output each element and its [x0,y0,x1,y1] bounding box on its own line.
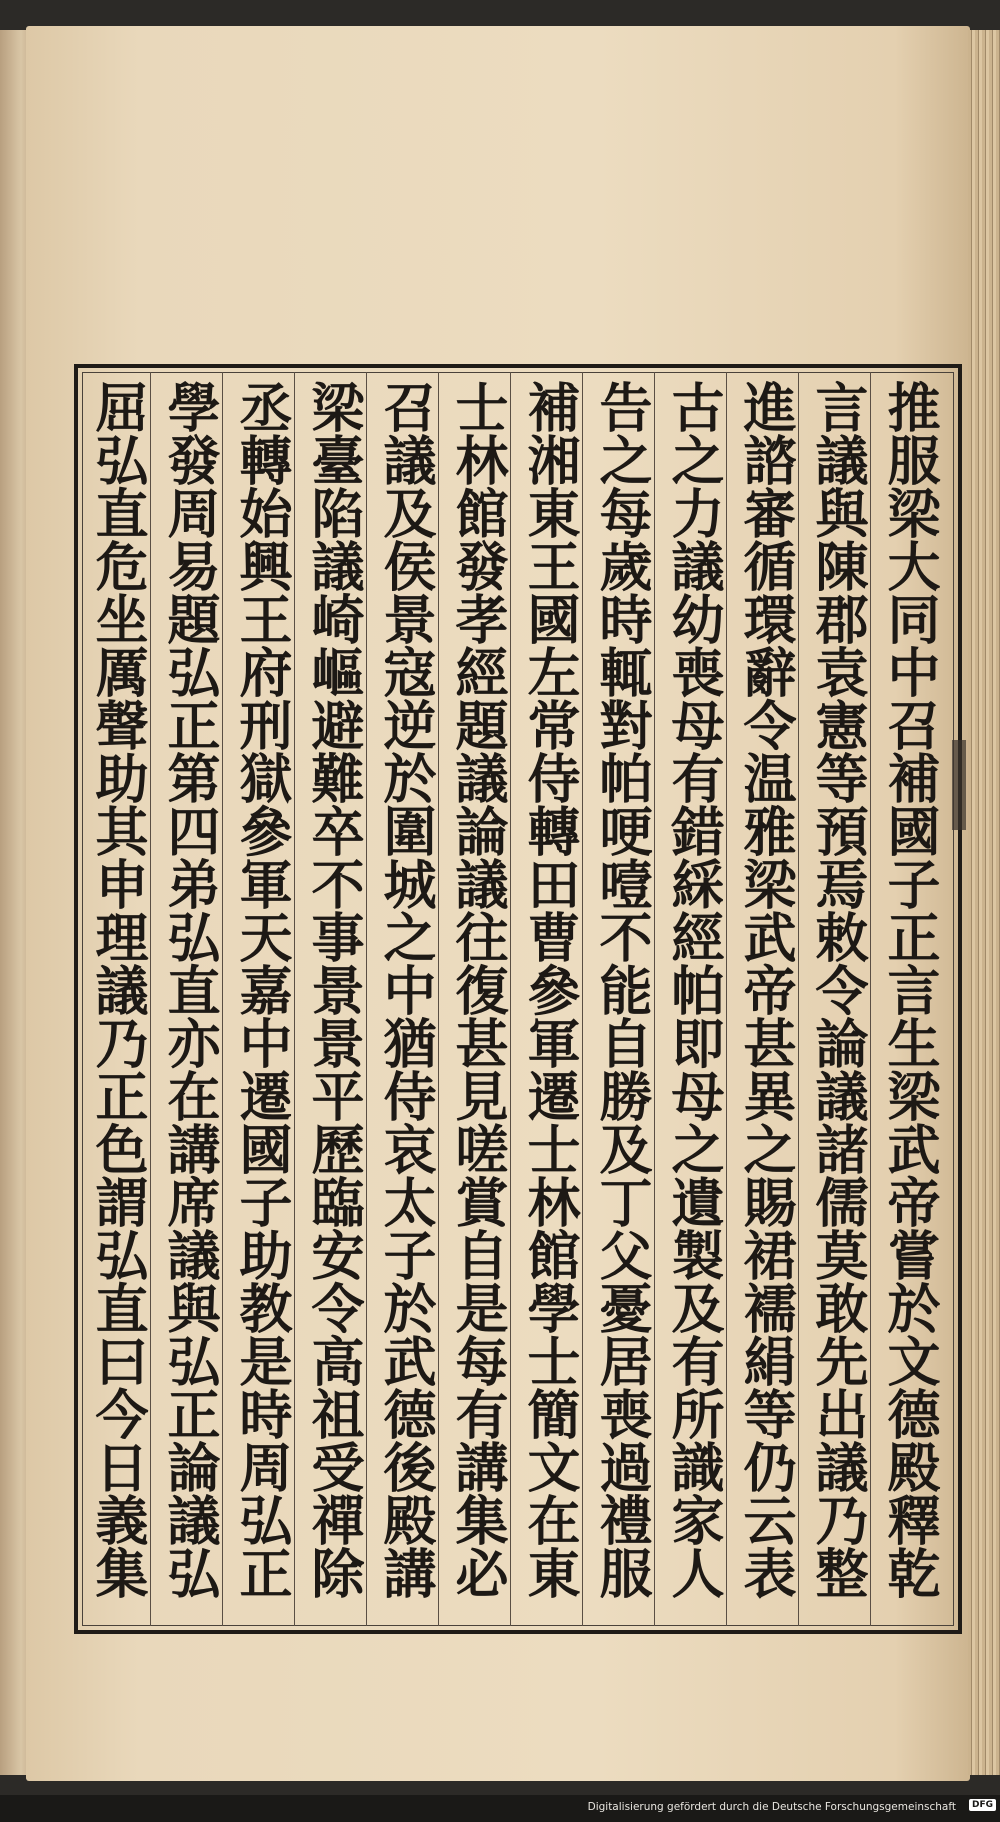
dfg-logo: DFG [969,1799,996,1811]
text-column-7: 士林館發孝經題議論議往復甚見嗟賞自是每有講集必 [447,380,509,1599]
text-column-4: 古之力議幼喪母有錯綵經帕即母之遺製及有所識家人 [663,380,725,1599]
funding-credit-text: Digitalisierung gefördert durch die Deutsche Forschungsgemeinschaft [587,1801,956,1813]
funding-credit [588,1801,956,1813]
text-column-11: 學發周易題弘正第四弟弘直亦在講席議與弘正論議弘 [159,380,221,1599]
book-page-stack-edge [968,30,1000,1775]
text-column-8: 召議及侯景寇逆於圍城之中猶侍哀太子於武德後殿講 [375,380,437,1599]
text-column-5: 告之每歲時輒對帕哽噎不能自勝及丁父憂居喪過禮服 [591,380,653,1599]
fold-heading-mark [952,740,966,830]
text-column-10: 丞轉始興王府刑獄參軍天嘉中遷國子助教是時周弘正 [231,380,293,1599]
text-column-2: 言議與陳郡袁憲等預焉敕令論議諸儒莫敢先出議乃整 [807,380,869,1599]
text-column-9: 梁臺陷議崎嶇避難卒不事景景平歷臨安令高祖受禪除 [303,380,365,1599]
text-column-6: 補湘東王國左常侍轉田曹參軍遷士林館學士簡文在東 [519,380,581,1599]
text-column-1: 推服梁大同中召補國子正言生梁武帝嘗於文德殿釋乾 [879,380,941,1599]
text-column-12: 屈弘直危坐厲聲助其申理議乃正色謂弘直曰今日義集 [87,380,149,1599]
text-column-3: 進諮審循環辭令温雅梁武帝甚異之賜裙襦絹等仍云表 [735,380,797,1599]
